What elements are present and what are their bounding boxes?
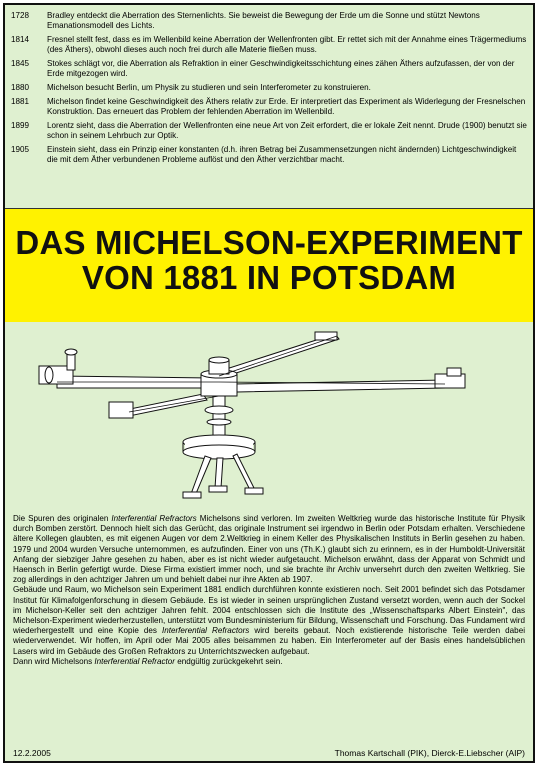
timeline-year: 1899: [11, 121, 30, 130]
title-banner: [5, 208, 533, 323]
timeline-text: Lorentz sieht, dass die Aberration der Wellenfronten eine neue Art von Zeit erfordert, die er lokale Zeit nennt. Drude (1900) benutzt sie schon in seinem Lehrbuch zur Optik.: [47, 121, 527, 140]
timeline-entry: [11, 59, 527, 79]
timeline-entry: [11, 83, 527, 93]
timeline-text: Fresnel stellt fest, dass es im Wellenbild keine Aberration der Wellenfronten gibt. Er rettet sich mit der Annahme eines Trägermediums (des Äthers), obwohl dieses auch noch frei durch alle Materie fließen muss.: [47, 35, 527, 54]
timeline-text: Bradley entdeckt die Aberration des Sternenlichts. Sie beweist die Bewegung der Erde um die Sonne und stützt Newtons Emanationsmodell des Lichts.: [47, 11, 480, 30]
timeline-year: 1814: [11, 35, 30, 44]
timeline-entry: [11, 35, 527, 55]
timeline-entry: [11, 97, 527, 117]
poster: [3, 3, 535, 763]
banner-title-line-2: VON 1881 IN POTSDAM: [81, 259, 457, 296]
timeline: [5, 5, 533, 207]
timeline-text: Einstein sieht, dass ein Prinzip einer konstanten (d.h. ihren Betrag bei Zusammensetzungen nicht ändernden) Lichtgeschwindigkeit die mit dem Äther verbundenen Probleme auflöst und den Äther verzichtbar macht.: [47, 145, 517, 164]
timeline-entry: [11, 121, 527, 141]
timeline-text: Stokes schlägt vor, die Aberration als Refraktion in einer Geschwindigkeitsschichtung eines zähen Äthers aufzufassen, der von der Erde mitgezogen wird.: [47, 59, 515, 78]
footer: [13, 748, 525, 758]
body-text: [5, 514, 533, 667]
timeline-year: 1881: [11, 97, 30, 106]
timeline-text: Michelson findet keine Geschwindigkeit des Äthers relativ zur Erde. Er interpretiert das Experiment als Widerlegung der Fresnelschen Konstruktion. Das erneuert das Problem der fehlenden Aberration im Wellenbild.: [47, 97, 526, 116]
banner-title-line-1: DAS MICHELSON-EXPERIMENT: [15, 224, 523, 261]
timeline-text: Michelson besucht Berlin, um Physik zu studieren und sein Interferometer zu konstruieren.: [47, 83, 371, 92]
timeline-year: 1845: [11, 59, 30, 68]
paragraph-1: Die Spuren des originalen Interferential Refractors Michelsons sind verloren. Im zweiten Weltkrieg wurde das historische Institute für Physik durch Bomben zerstört. Dennoch hielt sich das Gerücht, das originale Instrument sei irgendwo in Berlin oder Potsdam erhalten. Verschiedene ältere Kollegen glaubten, es mit eigenen Augen vor dem 2.Weltkrieg in einem Keller des Physikalischen Instituts in Berlin gesehen zu haben. 1979 und 2004 wurden Versuche unternommen, es aufzufinden. Einer von uns (Th.K.) glaubt sich zu erinnern, es in der Humboldt-Universität Anfang der siebziger Jahre gesehen zu haben, aber es ist nicht wieder aufgetaucht. Michelson erwähnt, dass der Apparat von Schmidt und Haensch in Berlin gefertigt wurde. Diese Firma existiert immer noch, und sie brachte ihr Archiv unversehrt durch den zweiten Weltkrieg. Sie zog allerdings in den achtziger Jahren um und behielt dabei nur ihre Akten ab 1907.: [13, 514, 526, 585]
timeline-entry: [11, 145, 527, 165]
paragraph-2: Gebäude und Raum, wo Michelson sein Experiment 1881 endlich durchführen konnte existieren noch. Seit 2001 befindet sich das Potsdamer Institut für Klimafolgenforschung in diesem Gebäude. Es ist wieder in seinen ursprünglichen Zustand versetzt worden, wenn auch der Sockel im Michelson-Keller seit den achtziger Jahren fehlt. 2004 entschlossen sich die Institute des „Wissenschaftsparks Albert Einstein", das Michelson-Experiment wiederherzustellen, unterstützt vom Bundesministerium für Bildung, Wissenschaft und Forschung. Das Fundament wird wiederhergestellt und eine Kopie des Interferential Refractors wird bereits gebaut. Noch existierende historische Teile werden dabei wiederverwendet. Wir hoffen, im April oder Mai 2005 alles beisammen zu haben. Ein Interferometer auf der Basis eines handelsüblichen Lasers wird im Gebäude des Großen Refraktors zu Unterrichtszwecken aufgebaut.: [13, 585, 525, 656]
footer-date: 12.2.2005: [13, 748, 51, 758]
timeline-year: 1905: [11, 145, 30, 154]
timeline-entry: [11, 11, 527, 31]
paragraph-3: Dann wird Michelsons Interferential Refractor endgültig zurückgekehrt sein.: [13, 656, 283, 666]
interferometer-illustration: [5, 322, 533, 514]
footer-authors: Thomas Kartschall (PIK), Dierck-E.Liebscher (AIP): [334, 748, 525, 758]
timeline-year: 1880: [11, 83, 30, 92]
interferometer-drawing: [5, 322, 533, 514]
timeline-year: 1728: [11, 11, 30, 20]
